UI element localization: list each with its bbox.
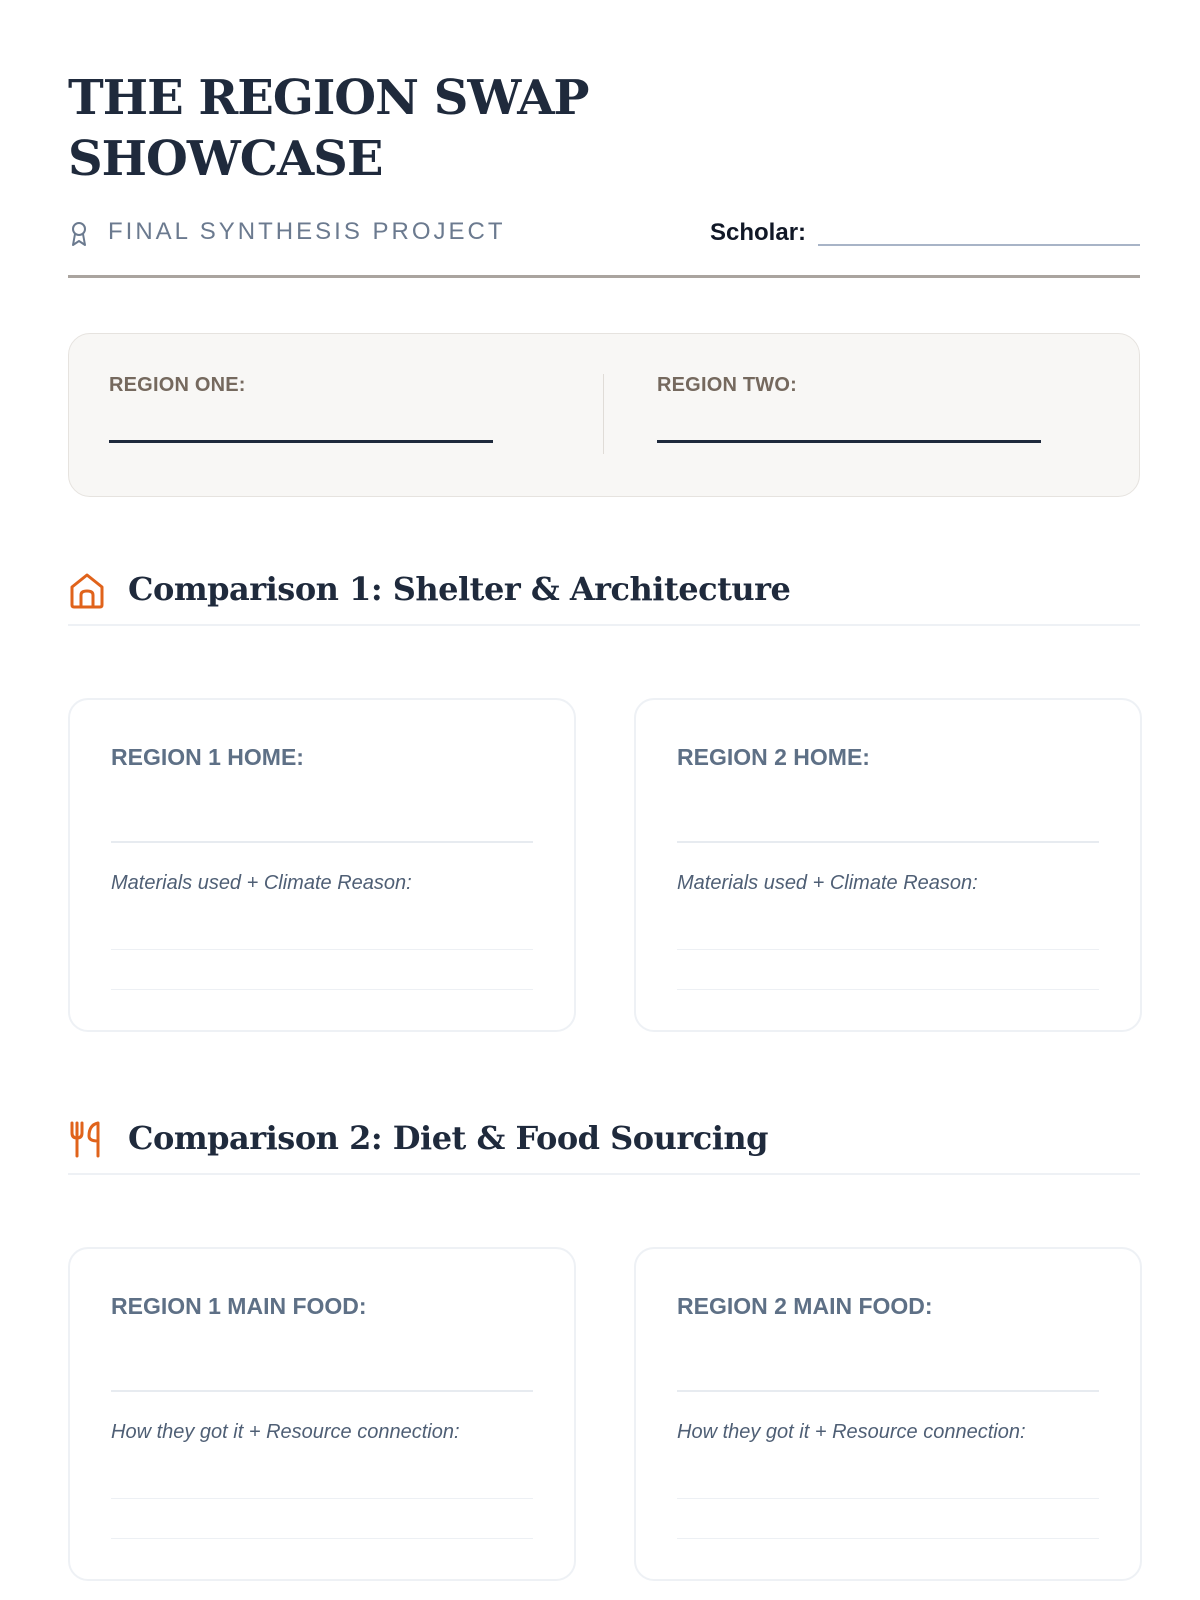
ribbon-award-icon bbox=[70, 221, 88, 247]
fork-knife-icon bbox=[68, 1119, 106, 1159]
writing-line[interactable] bbox=[111, 1498, 533, 1499]
project-subtitle: FINAL SYNTHESIS PROJECT bbox=[108, 218, 506, 245]
section-title: Comparison 1: Shelter & Architecture bbox=[128, 570, 791, 608]
region-two-blank[interactable] bbox=[657, 440, 1041, 443]
region-two-label: REGION TWO: bbox=[657, 374, 797, 396]
region-2-main-food-card bbox=[634, 1247, 1142, 1581]
region-1-home-card bbox=[68, 698, 576, 1032]
card-label: REGION 1 MAIN FOOD: bbox=[111, 1293, 367, 1319]
section-title: Comparison 2: Diet & Food Sourcing bbox=[128, 1119, 769, 1157]
card-label: REGION 2 MAIN FOOD: bbox=[677, 1293, 933, 1319]
answer-line[interactable] bbox=[677, 1390, 1099, 1392]
writing-line[interactable] bbox=[111, 1538, 533, 1539]
page-title: THE REGION SWAP SHOWCASE bbox=[68, 70, 589, 187]
region-one-field-group bbox=[109, 374, 246, 397]
subtitle-row bbox=[68, 214, 1140, 254]
scholar-name-field[interactable] bbox=[818, 244, 1140, 246]
card-prompt: Materials used + Climate Reason: bbox=[677, 872, 978, 894]
region-one-label: REGION ONE: bbox=[109, 374, 246, 396]
card-label: REGION 2 HOME: bbox=[677, 744, 870, 770]
region-2-home-card bbox=[634, 698, 1142, 1032]
answer-line[interactable] bbox=[111, 841, 533, 843]
region-selection-box bbox=[68, 333, 1140, 497]
region-one-blank[interactable] bbox=[109, 440, 493, 443]
writing-line[interactable] bbox=[111, 949, 533, 950]
scholar-label: Scholar: bbox=[710, 219, 807, 246]
writing-line[interactable] bbox=[677, 989, 1099, 990]
writing-line[interactable] bbox=[111, 989, 533, 990]
header-divider bbox=[68, 275, 1140, 278]
answer-line[interactable] bbox=[111, 1390, 533, 1392]
card-prompt: How they got it + Resource connection: bbox=[111, 1421, 460, 1443]
region-divider bbox=[603, 374, 604, 454]
region-two-field-group bbox=[657, 374, 797, 397]
section-divider bbox=[68, 624, 1140, 626]
writing-line[interactable] bbox=[677, 1538, 1099, 1539]
answer-line[interactable] bbox=[677, 841, 1099, 843]
writing-line[interactable] bbox=[677, 949, 1099, 950]
card-prompt: Materials used + Climate Reason: bbox=[111, 872, 412, 894]
house-icon bbox=[68, 570, 106, 610]
section-divider bbox=[68, 1173, 1140, 1175]
writing-line[interactable] bbox=[677, 1498, 1099, 1499]
section-diet-header bbox=[68, 1115, 1140, 1175]
section-shelter-header bbox=[68, 566, 1140, 626]
region-1-main-food-card bbox=[68, 1247, 576, 1581]
card-prompt: How they got it + Resource connection: bbox=[677, 1421, 1026, 1443]
card-label: REGION 1 HOME: bbox=[111, 744, 304, 770]
